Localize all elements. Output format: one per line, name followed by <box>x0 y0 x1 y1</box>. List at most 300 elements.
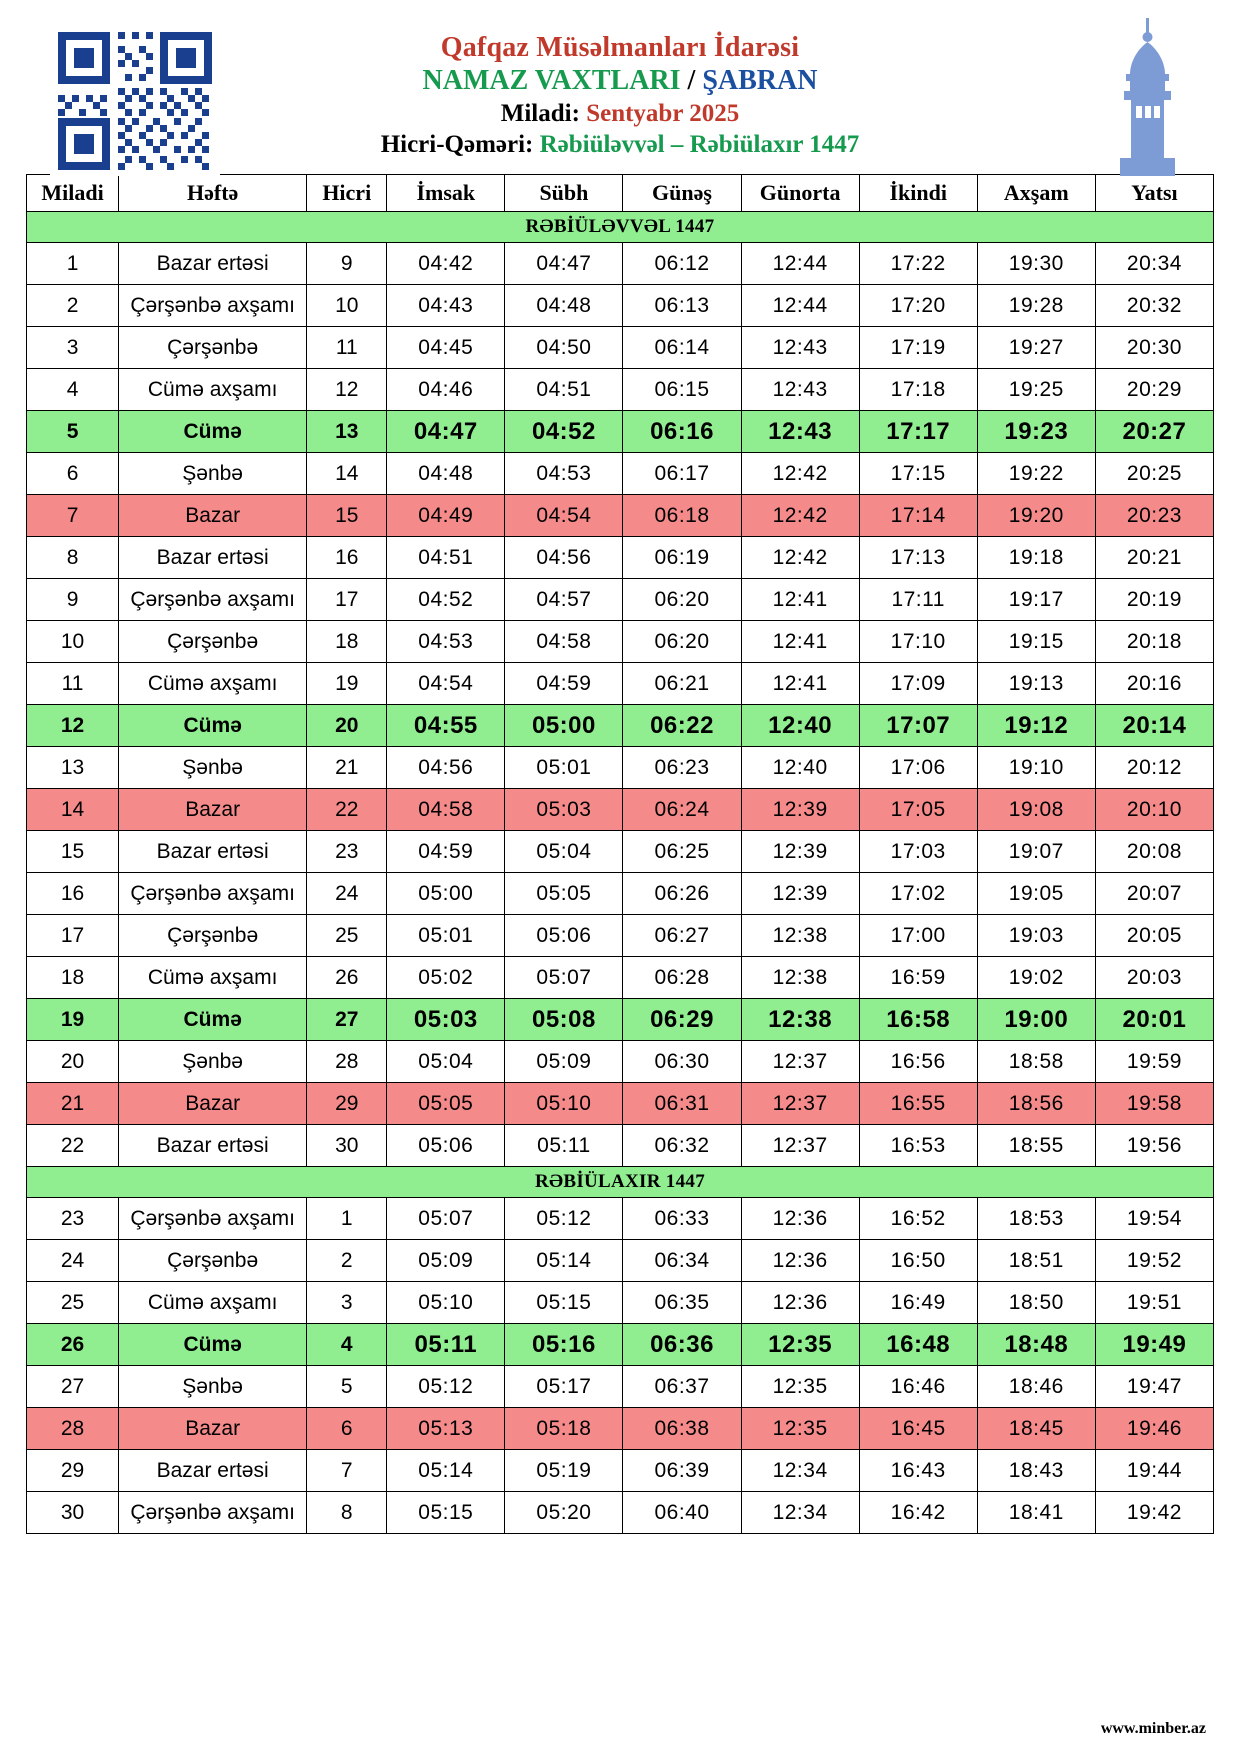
cell-miladi: 21 <box>27 1083 119 1125</box>
cell-subh: 04:58 <box>505 621 623 663</box>
table-row <box>27 705 1214 747</box>
cell-axsam: 18:50 <box>977 1282 1095 1324</box>
cell-subh: 04:51 <box>505 369 623 411</box>
cell-hefte: Cümə axşamı <box>119 369 307 411</box>
cell-gunorta: 12:35 <box>741 1366 859 1408</box>
cell-hicri: 11 <box>307 327 387 369</box>
cell-subh: 05:07 <box>505 957 623 999</box>
cell-hefte: Bazar ertəsi <box>119 831 307 873</box>
cell-yatsi: 20:12 <box>1095 747 1213 789</box>
cell-miladi: 12 <box>27 705 119 747</box>
cell-miladi: 30 <box>27 1492 119 1534</box>
cell-subh: 04:54 <box>505 495 623 537</box>
table-row <box>27 747 1214 789</box>
cell-gunes: 06:27 <box>623 915 741 957</box>
cell-gunes: 06:19 <box>623 537 741 579</box>
cell-hicri: 25 <box>307 915 387 957</box>
month-banner-row <box>27 212 1214 243</box>
cell-yatsi: 19:42 <box>1095 1492 1213 1534</box>
cell-ikindi: 17:20 <box>859 285 977 327</box>
cell-hicri: 4 <box>307 1324 387 1366</box>
cell-ikindi: 17:15 <box>859 453 977 495</box>
table-row <box>27 327 1214 369</box>
cell-gunorta: 12:42 <box>741 495 859 537</box>
cell-gunes: 06:23 <box>623 747 741 789</box>
cell-hefte: Çərşənbə <box>119 915 307 957</box>
cell-yatsi: 20:19 <box>1095 579 1213 621</box>
cell-gunes: 06:31 <box>623 1083 741 1125</box>
table-row <box>27 369 1214 411</box>
cell-gunes: 06:22 <box>623 705 741 747</box>
cell-gunes: 06:28 <box>623 957 741 999</box>
cell-yatsi: 20:23 <box>1095 495 1213 537</box>
cell-subh: 05:18 <box>505 1408 623 1450</box>
cell-axsam: 18:46 <box>977 1366 1095 1408</box>
cell-miladi: 14 <box>27 789 119 831</box>
cell-miladi: 19 <box>27 999 119 1041</box>
cell-yatsi: 20:08 <box>1095 831 1213 873</box>
cell-gunorta: 12:43 <box>741 411 859 453</box>
cell-hicri: 29 <box>307 1083 387 1125</box>
cell-axsam: 19:28 <box>977 285 1095 327</box>
cell-gunorta: 12:37 <box>741 1125 859 1167</box>
table-row <box>27 1282 1214 1324</box>
table-row <box>27 1240 1214 1282</box>
cell-imsak: 05:04 <box>387 1041 505 1083</box>
cell-subh: 04:56 <box>505 537 623 579</box>
cell-miladi: 22 <box>27 1125 119 1167</box>
cell-miladi: 24 <box>27 1240 119 1282</box>
cell-axsam: 18:58 <box>977 1041 1095 1083</box>
cell-yatsi: 20:03 <box>1095 957 1213 999</box>
cell-gunes: 06:33 <box>623 1198 741 1240</box>
cell-ikindi: 16:46 <box>859 1366 977 1408</box>
cell-axsam: 19:23 <box>977 411 1095 453</box>
table-row <box>27 537 1214 579</box>
cell-yatsi: 20:05 <box>1095 915 1213 957</box>
cell-hicri: 6 <box>307 1408 387 1450</box>
table-row <box>27 1366 1214 1408</box>
cell-imsak: 05:03 <box>387 999 505 1041</box>
cell-yatsi: 20:30 <box>1095 327 1213 369</box>
cell-yatsi: 19:44 <box>1095 1450 1213 1492</box>
cell-gunorta: 12:39 <box>741 831 859 873</box>
month-banner-label: RƏBİÜLƏVVƏL 1447 <box>27 212 1214 243</box>
cell-subh: 04:47 <box>505 243 623 285</box>
cell-gunes: 06:16 <box>623 411 741 453</box>
cell-imsak: 05:09 <box>387 1240 505 1282</box>
cell-imsak: 05:02 <box>387 957 505 999</box>
cell-imsak: 04:51 <box>387 537 505 579</box>
cell-ikindi: 17:19 <box>859 327 977 369</box>
cell-hicri: 24 <box>307 873 387 915</box>
cell-gunes: 06:29 <box>623 999 741 1041</box>
cell-gunes: 06:38 <box>623 1408 741 1450</box>
cell-yatsi: 20:25 <box>1095 453 1213 495</box>
gregorian-value: Sentyabr 2025 <box>586 99 740 127</box>
cell-ikindi: 17:11 <box>859 579 977 621</box>
table-row <box>27 663 1214 705</box>
cell-gunorta: 12:36 <box>741 1282 859 1324</box>
cell-subh: 05:06 <box>505 915 623 957</box>
month-banner-row <box>27 1167 1214 1198</box>
cell-ikindi: 17:10 <box>859 621 977 663</box>
cell-hicri: 12 <box>307 369 387 411</box>
table-row <box>27 243 1214 285</box>
table-row <box>27 495 1214 537</box>
cell-gunorta: 12:43 <box>741 327 859 369</box>
table-row <box>27 873 1214 915</box>
cell-ikindi: 16:56 <box>859 1041 977 1083</box>
cell-hicri: 14 <box>307 453 387 495</box>
table-row <box>27 915 1214 957</box>
cell-yatsi: 19:52 <box>1095 1240 1213 1282</box>
cell-miladi: 17 <box>27 915 119 957</box>
cell-imsak: 04:55 <box>387 705 505 747</box>
cell-miladi: 20 <box>27 1041 119 1083</box>
hijri-value: Rəbiüləvvəl – Rəbiülaxır 1447 <box>539 131 860 159</box>
month-banner-label: RƏBİÜLAXIR 1447 <box>27 1167 1214 1198</box>
cell-miladi: 7 <box>27 495 119 537</box>
cell-yatsi: 19:49 <box>1095 1324 1213 1366</box>
cell-hefte: Bazar ertəsi <box>119 1450 307 1492</box>
cell-imsak: 04:46 <box>387 369 505 411</box>
cell-miladi: 16 <box>27 873 119 915</box>
cell-ikindi: 17:02 <box>859 873 977 915</box>
cell-hicri: 22 <box>307 789 387 831</box>
cell-hefte: Şənbə <box>119 1041 307 1083</box>
cell-subh: 05:16 <box>505 1324 623 1366</box>
cell-axsam: 19:27 <box>977 327 1095 369</box>
cell-hefte: Cümə axşamı <box>119 957 307 999</box>
cell-yatsi: 20:32 <box>1095 285 1213 327</box>
column-header-hefte: Həftə <box>119 175 307 212</box>
region-name: ŞABRAN <box>702 65 818 97</box>
organization-title: Qafqaz Müsəlmanları İdarəsi <box>440 32 800 63</box>
cell-ikindi: 16:59 <box>859 957 977 999</box>
cell-yatsi: 19:56 <box>1095 1125 1213 1167</box>
table-row <box>27 1041 1214 1083</box>
cell-miladi: 23 <box>27 1198 119 1240</box>
cell-imsak: 04:47 <box>387 411 505 453</box>
cell-imsak: 04:54 <box>387 663 505 705</box>
column-header-imsak: İmsak <box>387 175 505 212</box>
cell-gunes: 06:25 <box>623 831 741 873</box>
table-row <box>27 789 1214 831</box>
cell-imsak: 05:10 <box>387 1282 505 1324</box>
cell-miladi: 10 <box>27 621 119 663</box>
cell-subh: 05:20 <box>505 1492 623 1534</box>
cell-miladi: 4 <box>27 369 119 411</box>
cell-hicri: 13 <box>307 411 387 453</box>
cell-hefte: Bazar <box>119 1083 307 1125</box>
cell-hicri: 3 <box>307 1282 387 1324</box>
cell-gunorta: 12:38 <box>741 957 859 999</box>
cell-gunorta: 12:40 <box>741 705 859 747</box>
cell-miladi: 11 <box>27 663 119 705</box>
cell-hicri: 27 <box>307 999 387 1041</box>
cell-hefte: Cümə axşamı <box>119 1282 307 1324</box>
cell-gunorta: 12:43 <box>741 369 859 411</box>
table-row <box>27 1324 1214 1366</box>
cell-subh: 05:00 <box>505 705 623 747</box>
cell-imsak: 05:05 <box>387 1083 505 1125</box>
cell-gunes: 06:20 <box>623 579 741 621</box>
cell-gunorta: 12:35 <box>741 1408 859 1450</box>
cell-gunes: 06:26 <box>623 873 741 915</box>
table-row <box>27 1125 1214 1167</box>
cell-axsam: 19:30 <box>977 243 1095 285</box>
cell-subh: 05:09 <box>505 1041 623 1083</box>
column-header-miladi: Miladi <box>27 175 119 212</box>
cell-axsam: 18:56 <box>977 1083 1095 1125</box>
cell-ikindi: 16:42 <box>859 1492 977 1534</box>
cell-ikindi: 17:07 <box>859 705 977 747</box>
cell-imsak: 04:48 <box>387 453 505 495</box>
cell-gunes: 06:37 <box>623 1366 741 1408</box>
cell-ikindi: 17:18 <box>859 369 977 411</box>
cell-imsak: 05:01 <box>387 915 505 957</box>
cell-gunorta: 12:41 <box>741 579 859 621</box>
cell-axsam: 19:05 <box>977 873 1095 915</box>
cell-hicri: 15 <box>307 495 387 537</box>
cell-yatsi: 20:10 <box>1095 789 1213 831</box>
cell-hicri: 21 <box>307 747 387 789</box>
cell-imsak: 05:14 <box>387 1450 505 1492</box>
cell-ikindi: 16:53 <box>859 1125 977 1167</box>
column-header-gunorta: Günorta <box>741 175 859 212</box>
cell-gunes: 06:21 <box>623 663 741 705</box>
cell-ikindi: 17:06 <box>859 747 977 789</box>
cell-axsam: 19:02 <box>977 957 1095 999</box>
cell-gunes: 06:18 <box>623 495 741 537</box>
cell-gunes: 06:17 <box>623 453 741 495</box>
column-header-subh: Sübh <box>505 175 623 212</box>
cell-subh: 05:08 <box>505 999 623 1041</box>
cell-hefte: Çərşənbə axşamı <box>119 1198 307 1240</box>
cell-ikindi: 16:55 <box>859 1083 977 1125</box>
cell-subh: 05:05 <box>505 873 623 915</box>
cell-subh: 04:50 <box>505 327 623 369</box>
cell-axsam: 19:20 <box>977 495 1095 537</box>
cell-ikindi: 17:05 <box>859 789 977 831</box>
table-row <box>27 453 1214 495</box>
cell-hefte: Cümə axşamı <box>119 663 307 705</box>
cell-gunorta: 12:44 <box>741 285 859 327</box>
cell-imsak: 05:11 <box>387 1324 505 1366</box>
cell-axsam: 19:12 <box>977 705 1095 747</box>
cell-axsam: 19:22 <box>977 453 1095 495</box>
cell-hefte: Çərşənbə <box>119 621 307 663</box>
cell-hefte: Çərşənbə axşamı <box>119 873 307 915</box>
cell-hicri: 9 <box>307 243 387 285</box>
cell-subh: 04:53 <box>505 453 623 495</box>
cell-gunorta: 12:42 <box>741 453 859 495</box>
cell-hefte: Çərşənbə <box>119 327 307 369</box>
cell-hicri: 16 <box>307 537 387 579</box>
cell-miladi: 9 <box>27 579 119 621</box>
cell-axsam: 18:41 <box>977 1492 1095 1534</box>
cell-imsak: 05:13 <box>387 1408 505 1450</box>
cell-axsam: 18:55 <box>977 1125 1095 1167</box>
cell-miladi: 15 <box>27 831 119 873</box>
table-row <box>27 1450 1214 1492</box>
cell-ikindi: 17:17 <box>859 411 977 453</box>
cell-subh: 05:10 <box>505 1083 623 1125</box>
cell-imsak: 05:00 <box>387 873 505 915</box>
mosque-minaret-icon <box>1106 18 1192 176</box>
cell-hefte: Cümə <box>119 705 307 747</box>
cell-yatsi: 20:29 <box>1095 369 1213 411</box>
cell-gunorta: 12:39 <box>741 789 859 831</box>
cell-hicri: 17 <box>307 579 387 621</box>
cell-hefte: Bazar ertəsi <box>119 537 307 579</box>
cell-yatsi: 19:59 <box>1095 1041 1213 1083</box>
cell-axsam: 19:13 <box>977 663 1095 705</box>
table-header-row <box>27 175 1214 212</box>
qr-code-icon <box>50 26 220 176</box>
cell-gunes: 06:30 <box>623 1041 741 1083</box>
cell-subh: 05:14 <box>505 1240 623 1282</box>
cell-hicri: 19 <box>307 663 387 705</box>
cell-gunorta: 12:41 <box>741 621 859 663</box>
cell-ikindi: 16:58 <box>859 999 977 1041</box>
cell-hefte: Bazar <box>119 1408 307 1450</box>
page-header <box>26 18 1214 170</box>
cell-subh: 05:12 <box>505 1198 623 1240</box>
table-row <box>27 579 1214 621</box>
cell-subh: 05:03 <box>505 789 623 831</box>
cell-axsam: 19:18 <box>977 537 1095 579</box>
cell-miladi: 6 <box>27 453 119 495</box>
page-title-main: NAMAZ VAXTLARI <box>422 65 681 97</box>
table-row <box>27 999 1214 1041</box>
cell-gunorta: 12:40 <box>741 747 859 789</box>
cell-yatsi: 19:47 <box>1095 1366 1213 1408</box>
cell-hicri: 7 <box>307 1450 387 1492</box>
cell-yatsi: 19:46 <box>1095 1408 1213 1450</box>
cell-gunes: 06:34 <box>623 1240 741 1282</box>
cell-miladi: 18 <box>27 957 119 999</box>
cell-axsam: 19:03 <box>977 915 1095 957</box>
cell-ikindi: 17:03 <box>859 831 977 873</box>
cell-gunorta: 12:39 <box>741 873 859 915</box>
cell-gunorta: 12:36 <box>741 1240 859 1282</box>
cell-miladi: 27 <box>27 1366 119 1408</box>
cell-imsak: 05:12 <box>387 1366 505 1408</box>
cell-gunorta: 12:38 <box>741 999 859 1041</box>
prayer-times-table <box>26 174 1214 1534</box>
cell-hicri: 1 <box>307 1198 387 1240</box>
cell-gunes: 06:15 <box>623 369 741 411</box>
cell-gunes: 06:35 <box>623 1282 741 1324</box>
column-header-yatsi: Yatsı <box>1095 175 1213 212</box>
cell-axsam: 19:17 <box>977 579 1095 621</box>
cell-yatsi: 19:51 <box>1095 1282 1213 1324</box>
cell-ikindi: 17:09 <box>859 663 977 705</box>
cell-hefte: Çərşənbə axşamı <box>119 285 307 327</box>
cell-hefte: Şənbə <box>119 1366 307 1408</box>
cell-hefte: Çərşənbə axşamı <box>119 579 307 621</box>
cell-miladi: 29 <box>27 1450 119 1492</box>
cell-subh: 05:17 <box>505 1366 623 1408</box>
cell-gunes: 06:40 <box>623 1492 741 1534</box>
cell-hicri: 10 <box>307 285 387 327</box>
table-row <box>27 285 1214 327</box>
cell-imsak: 04:56 <box>387 747 505 789</box>
cell-gunes: 06:32 <box>623 1125 741 1167</box>
cell-ikindi: 16:52 <box>859 1198 977 1240</box>
cell-hefte: Bazar <box>119 495 307 537</box>
cell-hefte: Cümə <box>119 999 307 1041</box>
cell-ikindi: 16:50 <box>859 1240 977 1282</box>
cell-subh: 05:19 <box>505 1450 623 1492</box>
cell-yatsi: 20:07 <box>1095 873 1213 915</box>
cell-hefte: Cümə <box>119 411 307 453</box>
hijri-label: Hicri-Qəməri: <box>380 131 534 159</box>
cell-gunorta: 12:34 <box>741 1450 859 1492</box>
cell-imsak: 04:43 <box>387 285 505 327</box>
cell-imsak: 05:07 <box>387 1198 505 1240</box>
cell-hicri: 8 <box>307 1492 387 1534</box>
cell-miladi: 26 <box>27 1324 119 1366</box>
cell-hefte: Şənbə <box>119 747 307 789</box>
cell-axsam: 18:51 <box>977 1240 1095 1282</box>
cell-hicri: 28 <box>307 1041 387 1083</box>
column-header-hicri: Hicri <box>307 175 387 212</box>
table-row <box>27 1408 1214 1450</box>
cell-ikindi: 16:49 <box>859 1282 977 1324</box>
cell-subh: 04:48 <box>505 285 623 327</box>
cell-gunes: 06:13 <box>623 285 741 327</box>
cell-yatsi: 20:18 <box>1095 621 1213 663</box>
cell-imsak: 04:49 <box>387 495 505 537</box>
gregorian-label: Miladi: <box>500 99 580 127</box>
cell-gunorta: 12:38 <box>741 915 859 957</box>
cell-yatsi: 20:16 <box>1095 663 1213 705</box>
cell-hicri: 5 <box>307 1366 387 1408</box>
cell-axsam: 19:00 <box>977 999 1095 1041</box>
cell-yatsi: 19:54 <box>1095 1198 1213 1240</box>
cell-gunorta: 12:42 <box>741 537 859 579</box>
cell-gunes: 06:12 <box>623 243 741 285</box>
cell-ikindi: 16:45 <box>859 1408 977 1450</box>
cell-hicri: 2 <box>307 1240 387 1282</box>
cell-hefte: Çərşənbə <box>119 1240 307 1282</box>
cell-miladi: 5 <box>27 411 119 453</box>
cell-miladi: 1 <box>27 243 119 285</box>
cell-gunes: 06:14 <box>623 327 741 369</box>
cell-yatsi: 20:34 <box>1095 243 1213 285</box>
cell-miladi: 25 <box>27 1282 119 1324</box>
cell-miladi: 8 <box>27 537 119 579</box>
cell-imsak: 05:06 <box>387 1125 505 1167</box>
cell-axsam: 19:08 <box>977 789 1095 831</box>
cell-hicri: 26 <box>307 957 387 999</box>
footer-website: www.minber.az <box>1100 1720 1206 1737</box>
cell-hefte: Bazar <box>119 789 307 831</box>
cell-yatsi: 19:58 <box>1095 1083 1213 1125</box>
cell-hefte: Bazar ertəsi <box>119 243 307 285</box>
cell-axsam: 18:53 <box>977 1198 1095 1240</box>
cell-hefte: Bazar ertəsi <box>119 1125 307 1167</box>
cell-subh: 05:01 <box>505 747 623 789</box>
cell-miladi: 2 <box>27 285 119 327</box>
cell-yatsi: 20:01 <box>1095 999 1213 1041</box>
cell-subh: 05:11 <box>505 1125 623 1167</box>
table-row <box>27 831 1214 873</box>
cell-axsam: 18:43 <box>977 1450 1095 1492</box>
